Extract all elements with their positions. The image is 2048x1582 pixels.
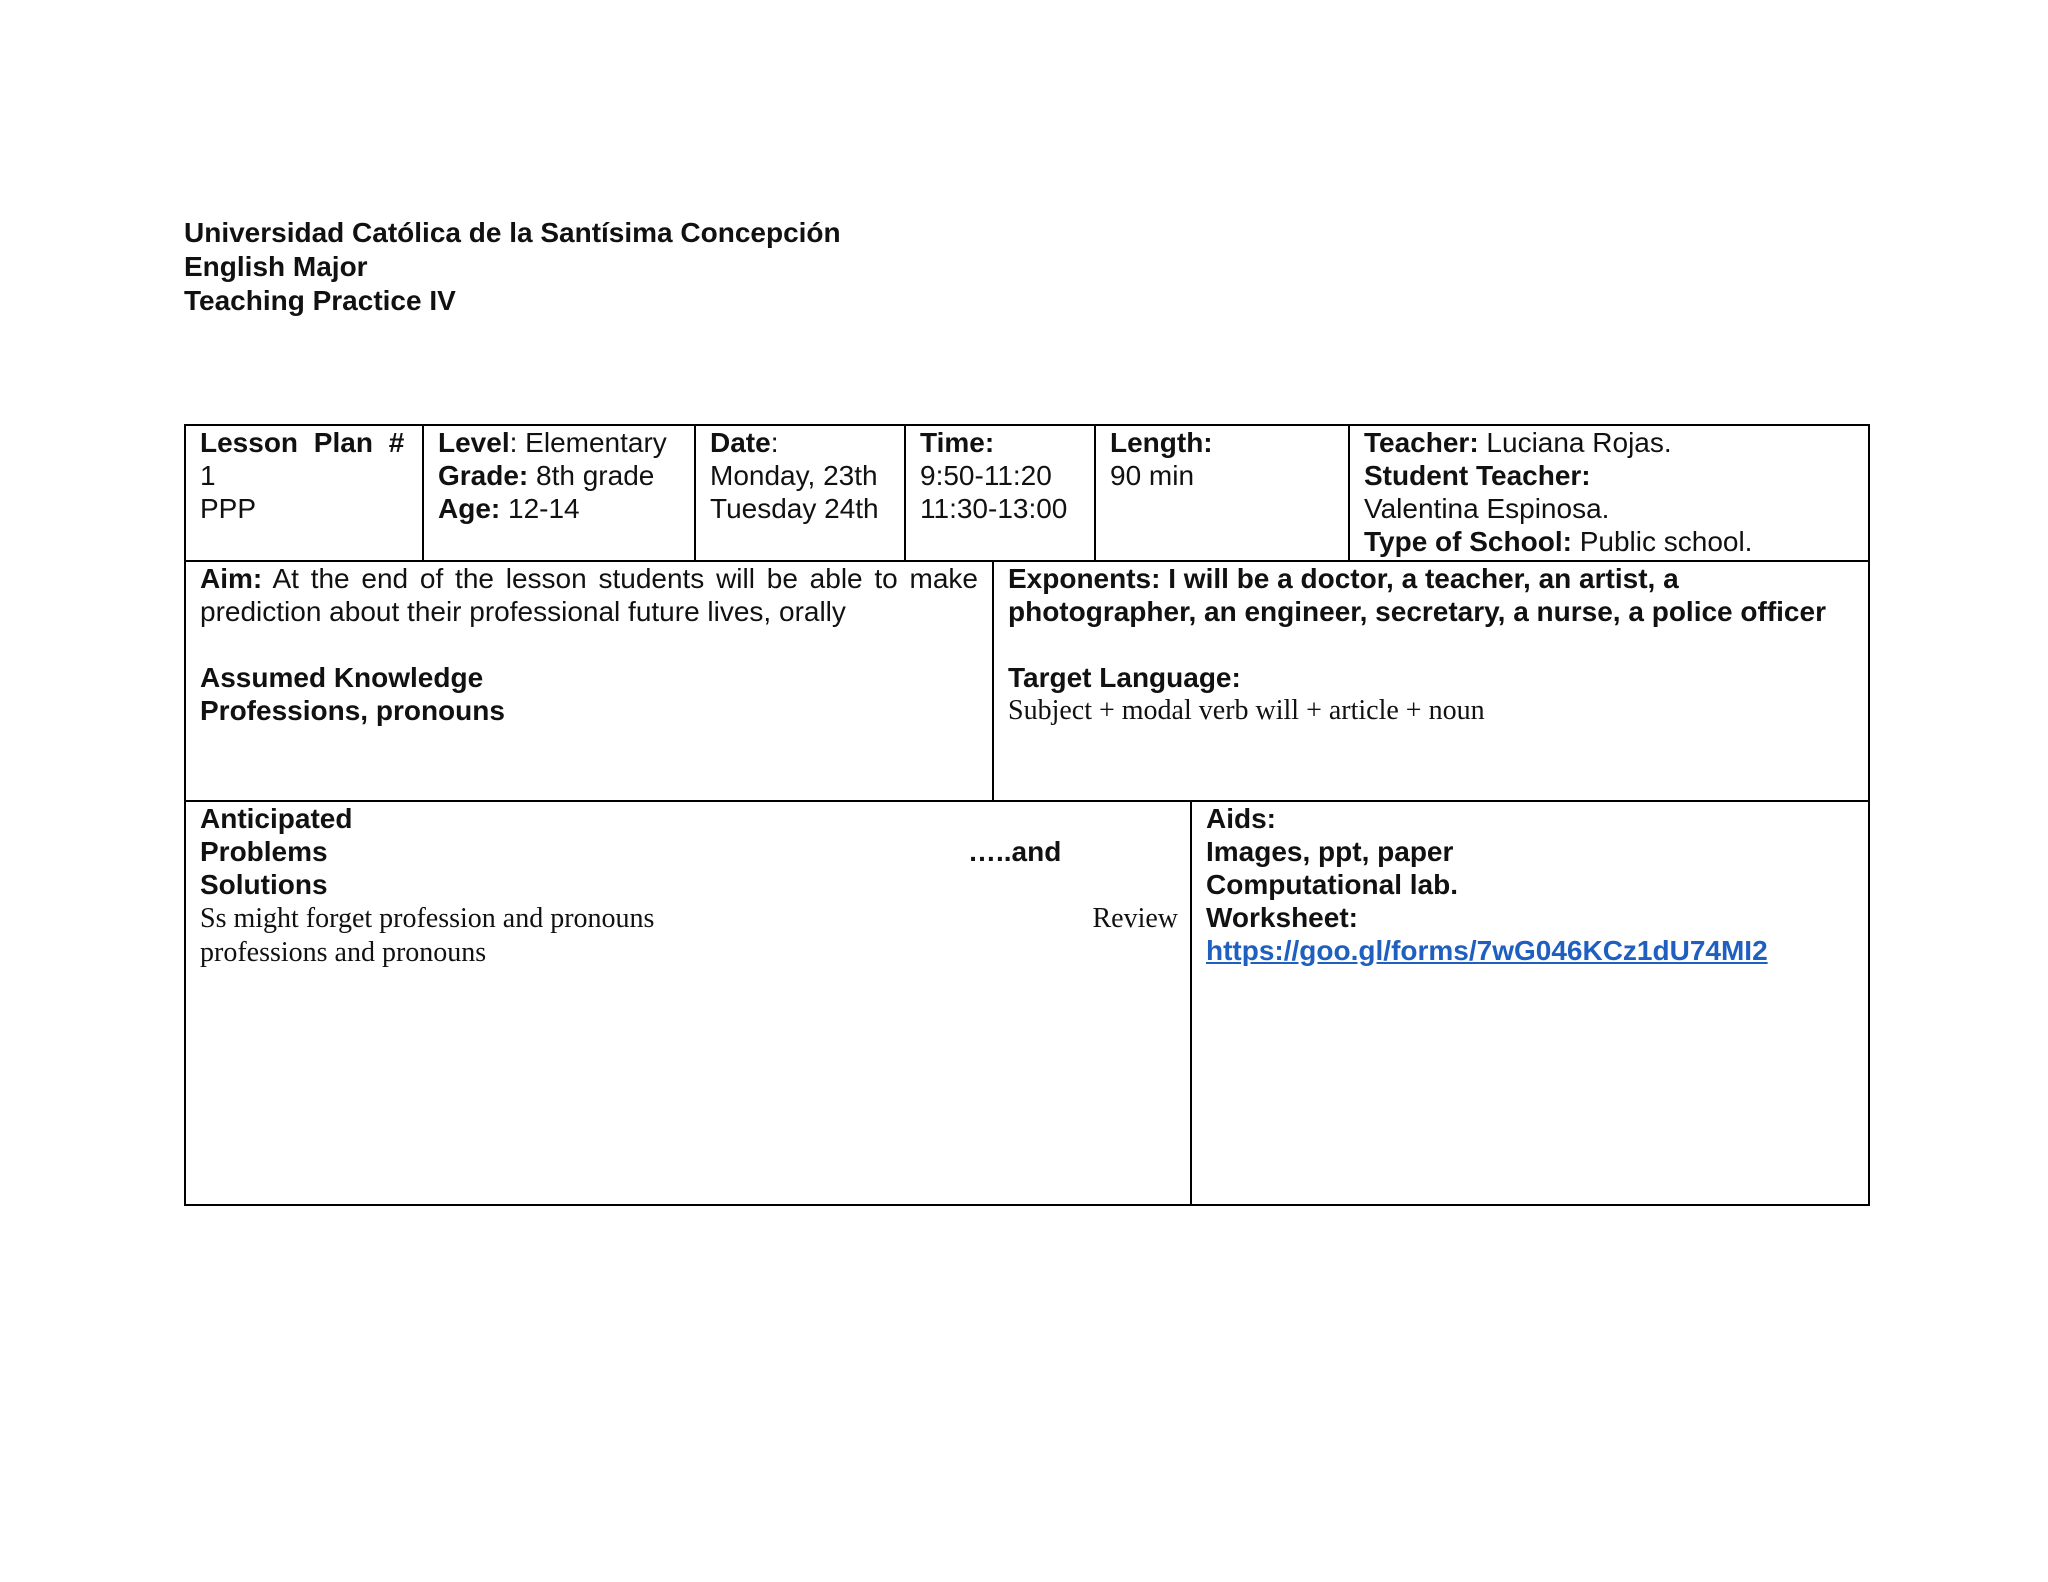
- date-cell: [696, 426, 906, 560]
- age-label: Age:: [438, 493, 501, 524]
- document-header: [184, 216, 841, 318]
- grade-label: Grade:: [438, 460, 529, 491]
- solutions-label: Solutions: [200, 869, 328, 900]
- problem-text: Ss might forget profession and pronouns: [200, 903, 655, 934]
- level-label: Level: [438, 427, 510, 458]
- level-value: : Elementary: [509, 427, 667, 458]
- date-colon: :: [770, 427, 779, 458]
- lesson-info-row: [184, 424, 1870, 562]
- lesson-plan-cell: [186, 426, 424, 560]
- student-teacher-value: Valentina Espinosa.: [1364, 493, 1610, 524]
- aids-line-2: Computational lab.: [1206, 869, 1458, 900]
- university-name: Universidad Católica de la Santísima Concepción: [184, 217, 841, 248]
- target-language-value: Subject + modal verb will + article + noun: [1008, 695, 1485, 726]
- time-cell: [906, 426, 1096, 560]
- assumed-knowledge-label: Assumed Knowledge: [200, 662, 484, 693]
- major-name: English Major: [184, 251, 368, 282]
- school-type-label: Type of School:: [1364, 526, 1572, 557]
- problems-aids-row: [184, 802, 1870, 1206]
- aids-cell: [1192, 802, 1868, 1204]
- school-type-value: Public school.: [1571, 526, 1753, 557]
- aim-exponents-row: [184, 562, 1870, 802]
- teacher-cell: [1350, 426, 1868, 560]
- lesson-plan-number: 1: [200, 460, 216, 491]
- course-name: Teaching Practice IV: [184, 285, 456, 316]
- worksheet-link[interactable]: https://goo.gl/forms/7wG046KCz1dU74MI2: [1206, 935, 1768, 966]
- target-language-label: Target Language:: [1008, 662, 1241, 693]
- exponents-text: Exponents: I will be a doctor, a teacher, an artist, a photographer, an engineer, secretary, a nurse, a police officer: [1008, 563, 1826, 627]
- aim-cell: [186, 562, 994, 800]
- aids-label: Aids:: [1206, 803, 1276, 834]
- teacher-value: Luciana Rojas.: [1478, 427, 1672, 458]
- level-cell: [424, 426, 696, 560]
- exponents-cell: [994, 562, 1868, 800]
- problems-cell: [186, 802, 1192, 1204]
- time-line-2: 11:30-13:00: [920, 493, 1068, 524]
- student-teacher-label: Student Teacher:: [1364, 460, 1591, 491]
- worksheet-label: Worksheet:: [1206, 902, 1358, 933]
- problems-label: Problems: [200, 836, 328, 867]
- anticipated-label: Anticipated: [200, 803, 353, 834]
- review-text: Review: [1092, 903, 1178, 934]
- aids-line-1: Images, ppt, paper: [1206, 836, 1454, 867]
- aim-label: Aim:: [200, 563, 263, 594]
- date-line-2: Tuesday 24th: [710, 493, 879, 524]
- solution-text: professions and pronouns: [200, 937, 487, 968]
- date-label: Date: [710, 427, 771, 458]
- length-value: 90 min: [1110, 460, 1195, 491]
- date-line-1: Monday, 23th: [710, 460, 878, 491]
- grade-value: 8th grade: [528, 460, 655, 491]
- time-line-1: 9:50-11:20: [920, 460, 1052, 491]
- age-value: 12-14: [500, 493, 580, 524]
- and-text: …..and: [968, 836, 1062, 867]
- time-label: Time:: [920, 427, 995, 458]
- aim-text: At the end of the lesson students will be able to make prediction about their professional future lives, orally: [200, 563, 978, 627]
- length-cell: [1096, 426, 1350, 560]
- lesson-plan-label: Lesson Plan #: [200, 427, 405, 458]
- lesson-plan-type: PPP: [200, 493, 257, 524]
- teacher-label: Teacher:: [1364, 427, 1479, 458]
- length-label: Length:: [1110, 427, 1213, 458]
- assumed-knowledge-value: Professions, pronouns: [200, 695, 505, 726]
- lesson-plan-table: [184, 424, 1870, 1206]
